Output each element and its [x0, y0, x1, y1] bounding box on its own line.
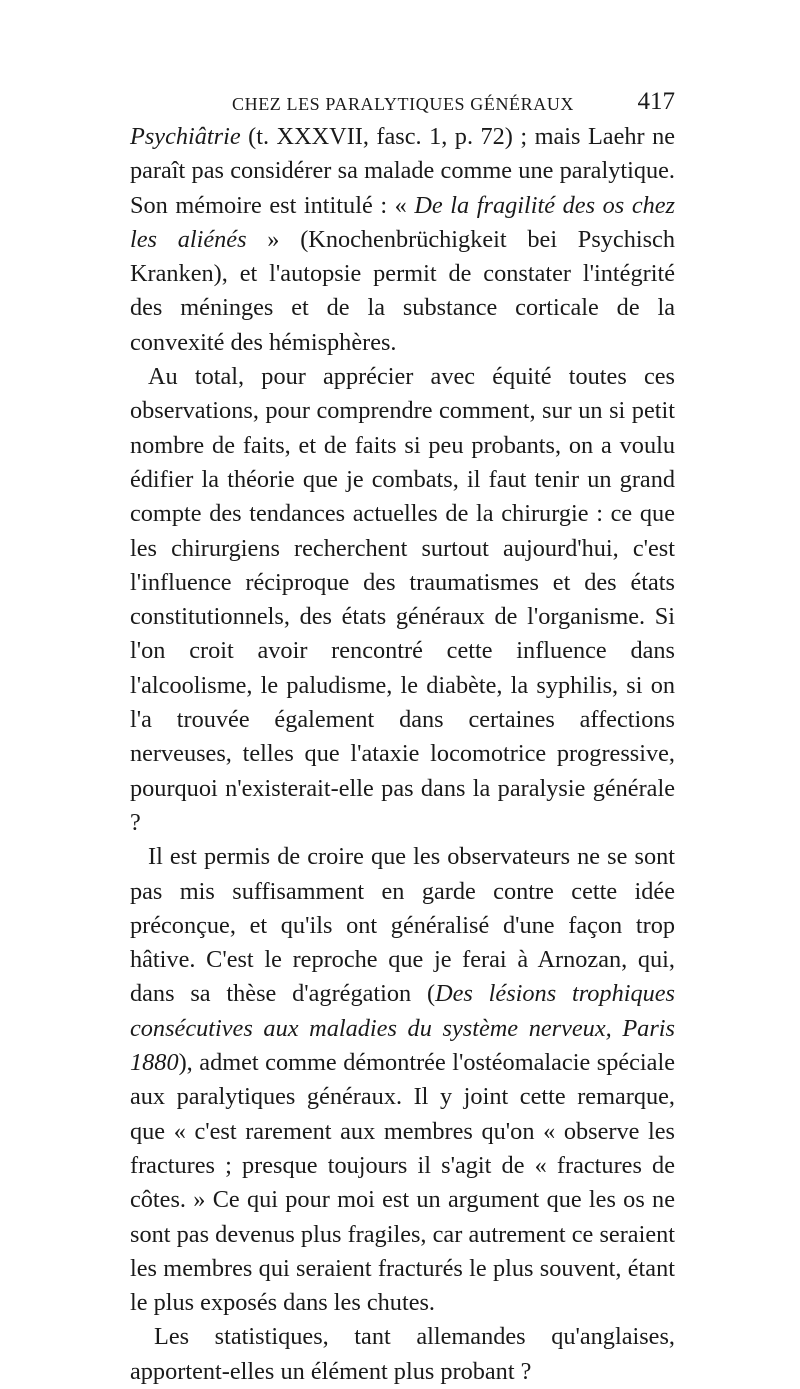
paragraph-au-total: [130, 360, 675, 840]
text-span: Des lésions trophiques consécutives aux maladies du système nerveux, Paris 1880: [130, 980, 675, 1077]
text-span: De la fragilité des os chez les aliénés: [130, 191, 675, 253]
text-span: ), admet comme démontrée l'ostéomalacie spéciale aux paralytiques généraux. Il y joint cette remarque, que « c'est rarement aux membres qu'on « observe les fractures ; presque toujours il s'agit de « fractures de côtes. » Ce qui pour moi est un argument que les os ne sont pas devenus plus fragiles, car autrement ce seraient les membres qui seraient fracturés le plus souvent, étant le plus exposés dans les chutes.: [130, 1049, 675, 1317]
text-span: Les statistiques, tant allemandes qu'anglaises, apportent-elles un élément plus probant ?: [130, 1323, 675, 1385]
text-span: Il est permis de croire que les observateurs ne se sont pas mis suffisamment en garde contre cette idée préconçue, et qu'ils ont généralisé d'une façon trop hâtive. C'est le reproche que je ferai à Arnozan, qui, dans sa thèse d'agrégation (: [130, 843, 675, 1008]
page-header: [130, 88, 675, 120]
paragraph-statistiques: [130, 1320, 675, 1389]
running-head: CHEZ LES PARALYTIQUES GÉNÉRAUX: [232, 94, 575, 114]
body-text: [130, 120, 675, 1389]
page-number: 417: [637, 88, 675, 115]
text-span: Au total, pour apprécier avec équité toutes ces observations, pour comprendre comment, sur un si petit nombre de faits, et de faits si peu probants, on a voulu édifier la théorie que je combats, il faut tenir un grand compte des tendances actuelles de la chirurgie : ce que les chirurgiens recherchent surtout aujourd'hui, c'est l'influence réciproque des traumatismes et des états constitutionnels, des états généraux de l'organisme. Si l'on croit avoir rencontré cette influence dans l'alcoolisme, le paludisme, le diabète, la syphilis, si on l'a trouvée également dans certaines affections nerveuses, telles que l'ataxie locomotrice progressive, pourquoi n'existerait-elle pas dans la paralysie générale ?: [130, 363, 675, 836]
text-span: Psychiâtrie: [130, 123, 241, 150]
text-span: » (Knochenbrüchigkeit bei Psychisch Kranken), et l'autopsie permit de constater l'intégrité des méninges et de la substance corticale de la convexité des hémisphères.: [130, 225, 675, 356]
paragraph-laehr: [130, 120, 675, 360]
text-span: (t. XXXVII, fasc. 1, p. 72) ; mais Laehr ne paraît pas considérer sa malade comme une paralytique. Son mémoire est intitulé : «: [130, 123, 675, 219]
paragraph-observateurs: [130, 840, 675, 1320]
